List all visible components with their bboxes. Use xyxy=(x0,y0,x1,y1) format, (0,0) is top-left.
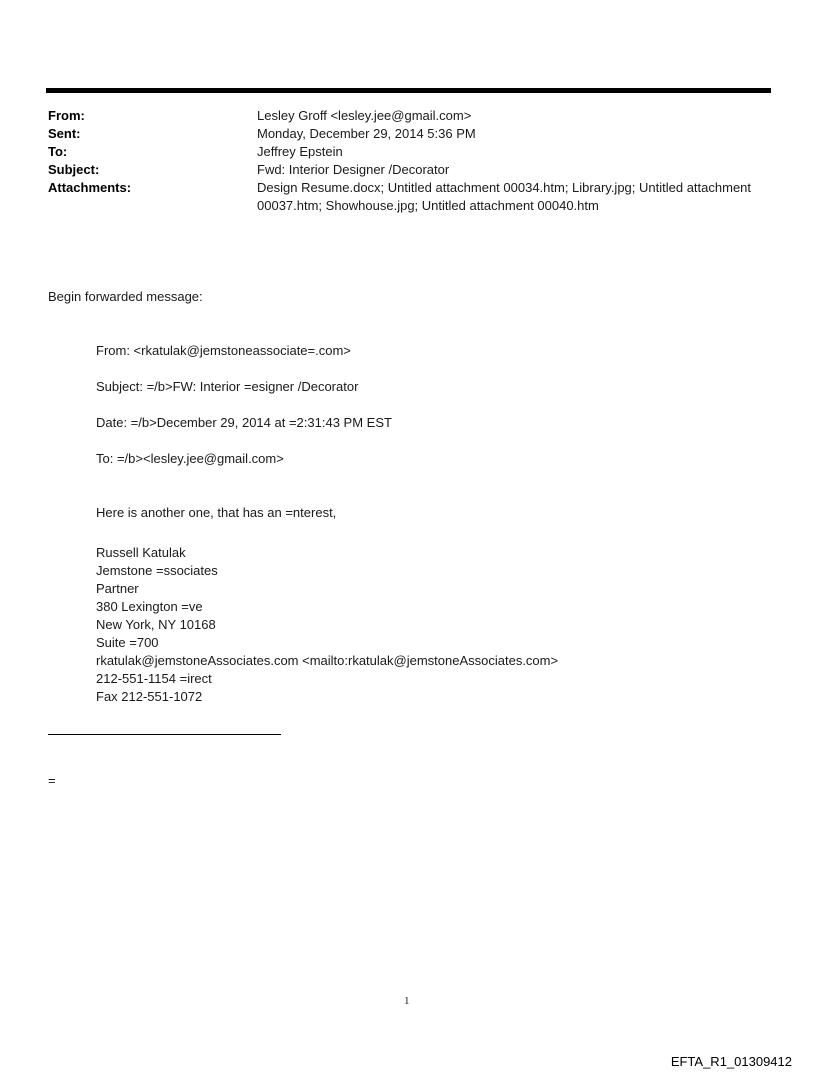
attachments-line-1: Design Resume.docx; Untitled attachment 00034.htm; Library.jpg; Untitled attachment xyxy=(257,180,752,195)
trailing-text: = xyxy=(48,773,56,788)
attachments-label: Attachments: xyxy=(48,180,132,195)
signature-line: 212-551-1154 =irect xyxy=(96,671,212,686)
document-id: EFTA_R1_01309412 xyxy=(670,1054,792,1069)
to-row xyxy=(48,143,773,161)
forwarded-from: From: <rkatulak@jemstoneassociate=.com> xyxy=(96,343,351,358)
to-value: Jeffrey Epstein xyxy=(257,144,343,159)
signature-line: 380 Lexington =ve xyxy=(96,599,203,614)
sent-row xyxy=(48,125,773,143)
signature-line: Fax 212-551-1072 xyxy=(96,689,203,704)
from-value: Lesley Groff <lesley.jee@gmail.com> xyxy=(257,108,472,123)
attachments-row xyxy=(48,179,773,215)
forwarded-date: Date: =/b>December 29, 2014 at =2:31:43 PM EST xyxy=(96,415,392,430)
signature-line: Partner xyxy=(96,581,139,596)
to-label: To: xyxy=(48,144,68,159)
signature-email: rkatulak@jemstoneAssociates.com <mailto:rkatulak@jemstoneAssociates.com> xyxy=(96,653,559,668)
header-divider xyxy=(46,88,771,93)
forwarded-message xyxy=(96,342,776,706)
message-greeting: Here is another one, that has an =nterest, xyxy=(96,505,337,520)
forwarded-to: To: =/b><lesley.jee@gmail.com> xyxy=(96,451,284,466)
page-number: 1 xyxy=(404,995,410,1007)
attachments-line-2: 00037.htm; Showhouse.jpg; Untitled attachment 00040.htm xyxy=(257,198,599,213)
email-header xyxy=(48,107,773,215)
signature-line: Russell Katulak xyxy=(96,545,186,560)
from-row xyxy=(48,107,773,125)
signature-block xyxy=(96,544,776,706)
signature-divider xyxy=(48,734,281,735)
signature-line: New York, NY 10168 xyxy=(96,617,216,632)
signature-line: Jemstone =ssociates xyxy=(96,563,218,578)
subject-value: Fwd: Interior Designer /Decorator xyxy=(257,162,450,177)
signature-line: Suite =700 xyxy=(96,635,159,650)
from-label: From: xyxy=(48,108,85,123)
sent-label: Sent: xyxy=(48,126,81,141)
subject-label: Subject: xyxy=(48,162,100,177)
attachments-value xyxy=(257,179,773,215)
sent-value: Monday, December 29, 2014 5:36 PM xyxy=(257,126,476,141)
forwarded-subject: Subject: =/b>FW: Interior =esigner /Decorator xyxy=(96,379,359,394)
subject-row xyxy=(48,161,773,179)
forward-intro: Begin forwarded message: xyxy=(48,289,203,304)
